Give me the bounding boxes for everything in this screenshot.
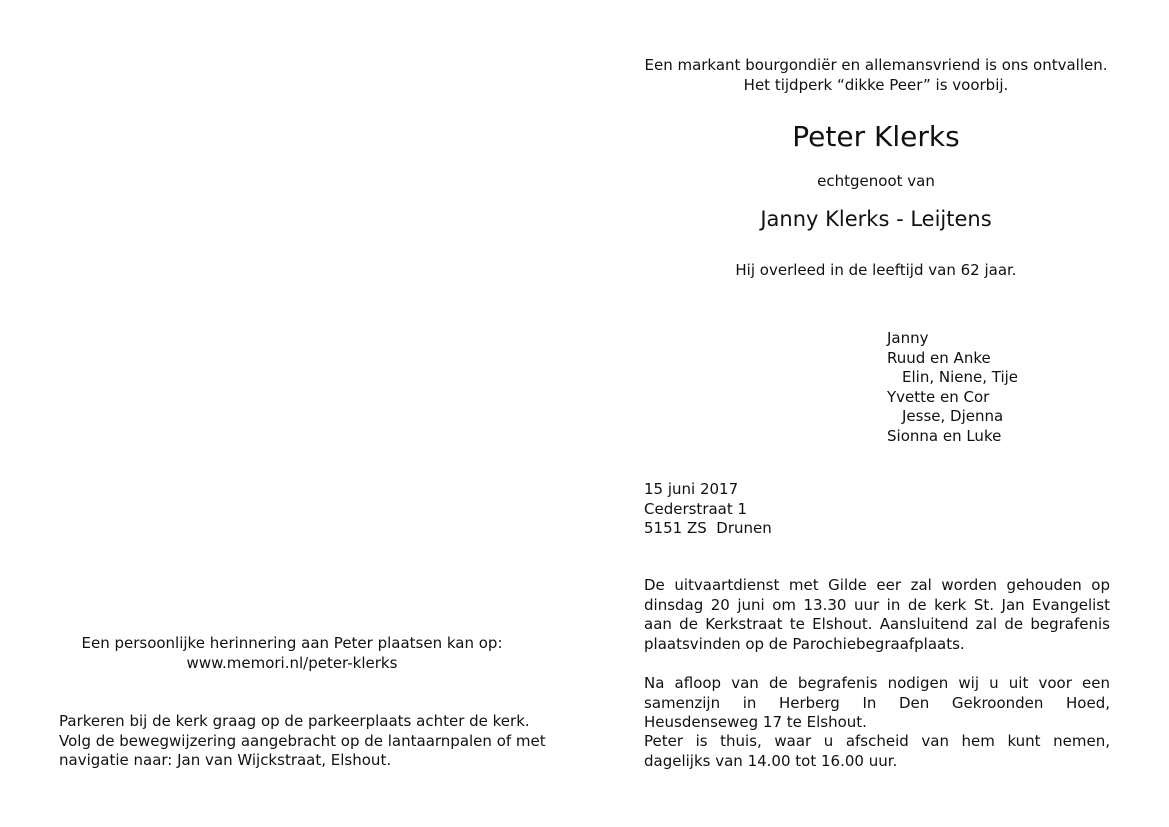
- parking-instructions: [59, 712, 559, 771]
- grandchildren: Jesse, Djenna: [902, 407, 1004, 425]
- memorial-url: www.memori.nl/peter-klerks: [186, 653, 398, 672]
- intro-text: [626, 56, 1126, 95]
- memorial-notice-text: Een persoonlijke herinnering aan Peter plaatsen kan op:: [81, 634, 503, 652]
- family-member: Janny: [887, 329, 929, 347]
- parking-line: Parkeren bij de kerk graag op de parkeerplaats achter de kerk.: [59, 712, 530, 730]
- spouse-name: Janny Klerks - Leijtens: [760, 207, 992, 231]
- grandchildren: Elin, Niene, Tije: [902, 368, 1019, 386]
- city-line: 5151 ZS Drunen: [644, 519, 772, 537]
- parking-line: navigatie naar: Jan van Wijckstraat, Elshout.: [59, 751, 392, 769]
- viewing-paragraph: Peter is thuis, waar u afscheid van hem kunt nemen, dagelijks van 14.00 tot 16.00 uur.: [644, 732, 1110, 770]
- age-statement: Hij overleed in de leeftijd van 62 jaar.: [735, 261, 1017, 279]
- intro-line: Een markant bourgondiër en allemansvriend is ons ontvallen.: [644, 56, 1108, 74]
- memorial-website-notice: [60, 634, 524, 673]
- family-member: Yvette en Cor: [887, 387, 990, 406]
- gathering-paragraph: Na afloop van de begrafenis nodigen wij u uit voor een samenzijn in Herberg In Den Gekroonden Hoed, Heusdenseweg 17 te Elshout.: [644, 674, 1110, 731]
- funeral-service-paragraph: De uitvaartdienst met Gilde eer zal worden gehouden op dinsdag 20 juni om 13.30 uur in de kerk St. Jan Evangelist aan de Kerkstraat te Elshout. Aansluitend zal de begrafenis plaatsvinden op de Parochiebegraafplaats.: [644, 576, 1110, 653]
- parking-line: Volg de bewegwijzering aangebracht op de lantaarnpalen of met: [59, 731, 546, 750]
- intro-line: Het tijdperk “dikke Peer” is voorbij.: [743, 75, 1009, 94]
- family-member: Ruud en Anke: [887, 348, 991, 367]
- spouse-label: echtgenoot van: [817, 172, 935, 190]
- family-member: Sionna en Luke: [887, 426, 1002, 445]
- family-list: [887, 329, 1127, 446]
- correspondence-address: [644, 480, 944, 539]
- street-line: Cederstraat 1: [644, 499, 748, 518]
- deceased-name: Peter Klerks: [792, 120, 960, 153]
- date-line: 15 juni 2017: [644, 480, 739, 498]
